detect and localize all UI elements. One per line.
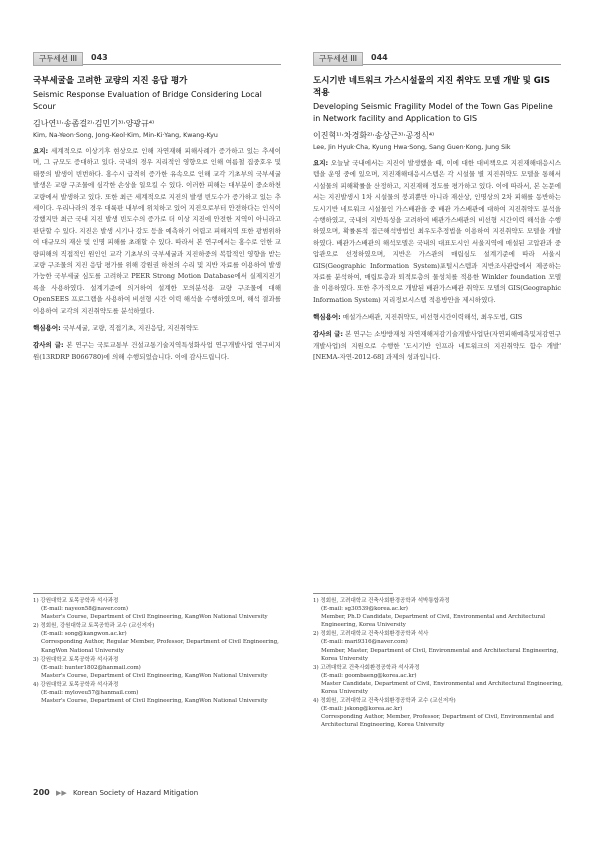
title-english: Seismic Response Evaluation of Bridge Considering Local Scour [33, 90, 262, 111]
arrow-icon: ▶▶ [55, 789, 67, 797]
authors-korean: 김나연¹⁾·송좀걸²⁾·김민기³⁾·양광규⁴⁾ [33, 119, 155, 128]
footnote: 3) 고려대학교 건축사회환경공학과 석사과정 (E-mail: goombaeng@korea.ac.kr) Master Candidate, Department of Civil, Environmental and Architectural Engineering, Korea University [313, 664, 563, 696]
session-bar [33, 52, 281, 65]
left-footnotes [33, 597, 283, 706]
ack-label: 감사의 글: [33, 341, 64, 350]
session-number: 043 [91, 53, 108, 62]
session-number: 044 [371, 53, 388, 62]
footnote: 1) 정회원, 고려대학교 건축사회환경공학과 석박통합과정 (E-mail: sg30539@korea.ac.kr) Member, Ph.D Candidate, Department of Civil, Environmental and Architectural Engineering, Korea University [313, 598, 546, 629]
footnote-rule [33, 593, 113, 594]
footnote: 2) 정회원, 강원대학교 토목공학과 교수 (교신저자) (E-mail: song@kangwon.ac.kr) Corresponding Author, Regular Member, Professor, Department of Civil Engineering, KangWon National University [33, 623, 279, 654]
ack-label: 감사의 글: [313, 330, 343, 339]
footnote: 4) 강원대학교 토목공학과 석사과정 (E-mail: myloveu57@hanmail.com) Master's Course, Department of Civil Engineering, KangWon National University [33, 681, 268, 705]
right-footnotes [313, 597, 563, 731]
footnote: 4) 정회원, 고려대학교 건축사회환경공학과 교수 (교신저자) (E-mail: jskong@korea.ac.kr) Corresponding Author, Member, Professor, Department of Civil, Environmental and Architectural Engineering, Korea University [313, 698, 554, 729]
abstract-text: 세계적으로 이상기후 현상으로 인해 자연재해 피해사례가 증가하고 있는 추세이며, 그 규모도 증대하고 있다. 국내의 경우 지리적인 영향으로 인해 여름철 집중호우 및 태풍의 발생이 빈번하다. 홍수시 급격히 증가한 유속으로 인해 교각 기초부의 국부세굴 발생은 교량 구조물에 심각한 손상을 일으킬 수 있다. 이러한 피해는 대부분이 중소하천 교량에서 발생하고 있다. 또한 최근 세계적으로 지진의 발생 빈도수가 증가하고 있는 추세이다. 우리나라의 경우 대륙판 내부에 위치하고 있어 지진으로부터 안전하다는 인식이 강했지만 최근 국내 지진 발생 빈도수의 증가로 더 이상 지진에 안전한 지역이 아니라고 판단할 수 있다. 지진은 발생 시기나 강도 등을 예측하기 어렵고 피해지역 또한 광범위하여 대규모의 재산 및 인명 피해를 초래할 수 있다. 따라서 본 연구에서는 홍수로 인한 교량피해의 직접적인 원인인 교각 기초부의 국부세굴과 지진하중의 복합적인 영향을 받는 교량 구조물의 지진 응답 평가를 위해 강원권 하천의 수리 및 지반 자료를 이용하여 발생 가능한 국부세굴 심도를 고려하고 PEER Strong Motion Database에서 실제지진기록을 사용하였다. 설계기준에 의거하여 설계한 모의분석용 교량 구조물에 대해 OpenSEES 프로그램을 사용하여 비선형 시간 이력 해석을 수행하였으며, 해석 결과를 이용하여 교각의 지진취약도를 분석하였다. [33, 147, 281, 315]
page-number: 200 [33, 788, 50, 797]
keywords [33, 323, 281, 334]
keywords-text: 매설가스배관, 지진취약도, 비선형시간이력해석, 최우도법, GIS [342, 313, 523, 322]
ack-text: 본 연구는 국토교통부 건설교통기술지역특성화사업 연구개발사업 연구비지원(13RDRP B066780)에 의해 수행되었습니다. 이에 감사드립니다. [33, 341, 281, 361]
abstract [313, 158, 561, 306]
session-tag: 구두세션 III [33, 52, 83, 66]
title-english: Developing Seismic Fragility Model of the Town Gas Pipeline in Network facility and Application to GIS [313, 102, 553, 123]
abstract [33, 146, 281, 317]
acknowledgement [313, 329, 561, 363]
footnote: 1) 강원대학교 토목공학과 석사과정 (E-mail: nayeon58@naver.com) Master's Course, Department of Civil Engineering, KangWon National University [33, 598, 268, 621]
title-korean: 국부세굴을 고려한 교량의 지진 응답 평가 [33, 76, 188, 86]
keywords [313, 312, 561, 323]
society-name: Korean Society of Hazard Mitigation [72, 789, 199, 797]
authors-english: Kim, Na-Yeon·Song, Jong-Keol·Kim, Min-Ki·Yang, Kwang-Kyu [33, 132, 218, 139]
footnote: 2) 정회원, 고려대학교 건축사회환경공학과 석사 (E-mail: mari9316@naver.com) Member, Master, Department of Civil, Environmental and Architectural Engineering, Korea University [313, 631, 559, 662]
acknowledgement [33, 340, 281, 363]
page-footer [33, 788, 198, 797]
ack-text: 본 연구는 소방방재청 자연재해저감기술개발사업단(자연피해예측및저감연구개발사업)의 지원으로 수행한 '도시기반 인프라 네트워크의 지진취약도 함수 개발' [NEMA-자연-2012-68] 과제의 성과입니다. [313, 330, 562, 362]
right-article [313, 52, 561, 364]
abstract-label: 요지: [33, 147, 49, 155]
keywords-label: 핵심용어: [313, 313, 341, 322]
footnote: 3) 강원대학교 토목공학과 석사과정 (E-mail: hunter1802@hanmail.com) Master's Course, Department of Civil Engineering, KangWon National University [33, 656, 268, 679]
keywords-label: 핵심용어: [33, 324, 61, 333]
title-korean: 도시기반 네트워크 가스시설물의 지진 취약도 모델 개발 및 GIS 적용 [313, 76, 551, 98]
abstract-label: 요지: [313, 159, 329, 167]
footnote-rule [313, 593, 393, 594]
abstract-text: 오늘날 국내에서는 지진이 발생했을 때, 이에 대한 대비책으로 지진재해대응시스템을 운영 중에 있으며, 지진재해대응시스템은 각 시설물 별 지진취약도 모델을 통해서 시설물의 피해확률을 산정하고, 지진재해 정도를 평가하고 있다. 이에 따라서, 본 논문에서는 지진발생시 1차 시설물의 붕괴뿐만 아니라 재산상, 인명상의 2차 피해를 동반하는 도시기반 네트워크 시설물인 가스배관을 중 배관 가스배관에 대하여 지진취약도 분석을 수행하였고, 국내의 지반특성을 고려하여 배관가스배관의 비선형 시간이력 해석을 수행하였으며, 확률론적 접근해석방법인 최우도추정법을 이용하여 지진취약도 모델을 개발하였다. 배관가스배관의 해석모델은 국내의 대표도시인 서울지역에 매설된 고압관과 중압관으로 선정하였으며, 지반은 가스관의 매립심도 설계기준에 따라 서울시 GIS(Geographic Information System)포털시스템과 지반조사관람에서 제공하는 자료를 분석하여, 매립토층과 퇴적토층의 물성치를 적용한 Winkler foundation 모델을 이용하였다. 또한 추가적으로 개발된 배관가스배관 취약도 모델의 GIS(Geographic Information System) 지리정보시스템 적용방안을 제시하였다. [313, 159, 561, 304]
session-bar [313, 52, 561, 65]
keywords-text: 국부세굴, 교량, 직접기초, 지진응답, 지진취약도 [62, 324, 199, 333]
authors-english: Lee, Jin Hyuk·Cha, Kyung Hwa·Song, Sang Guen·Kong, Jung Sik [313, 144, 511, 151]
session-tag: 구두세션 III [313, 52, 363, 66]
left-article [33, 52, 281, 363]
authors-korean: 이진혁¹⁾·차경화²⁾·송상근³⁾·공정식⁴⁾ [313, 131, 435, 140]
